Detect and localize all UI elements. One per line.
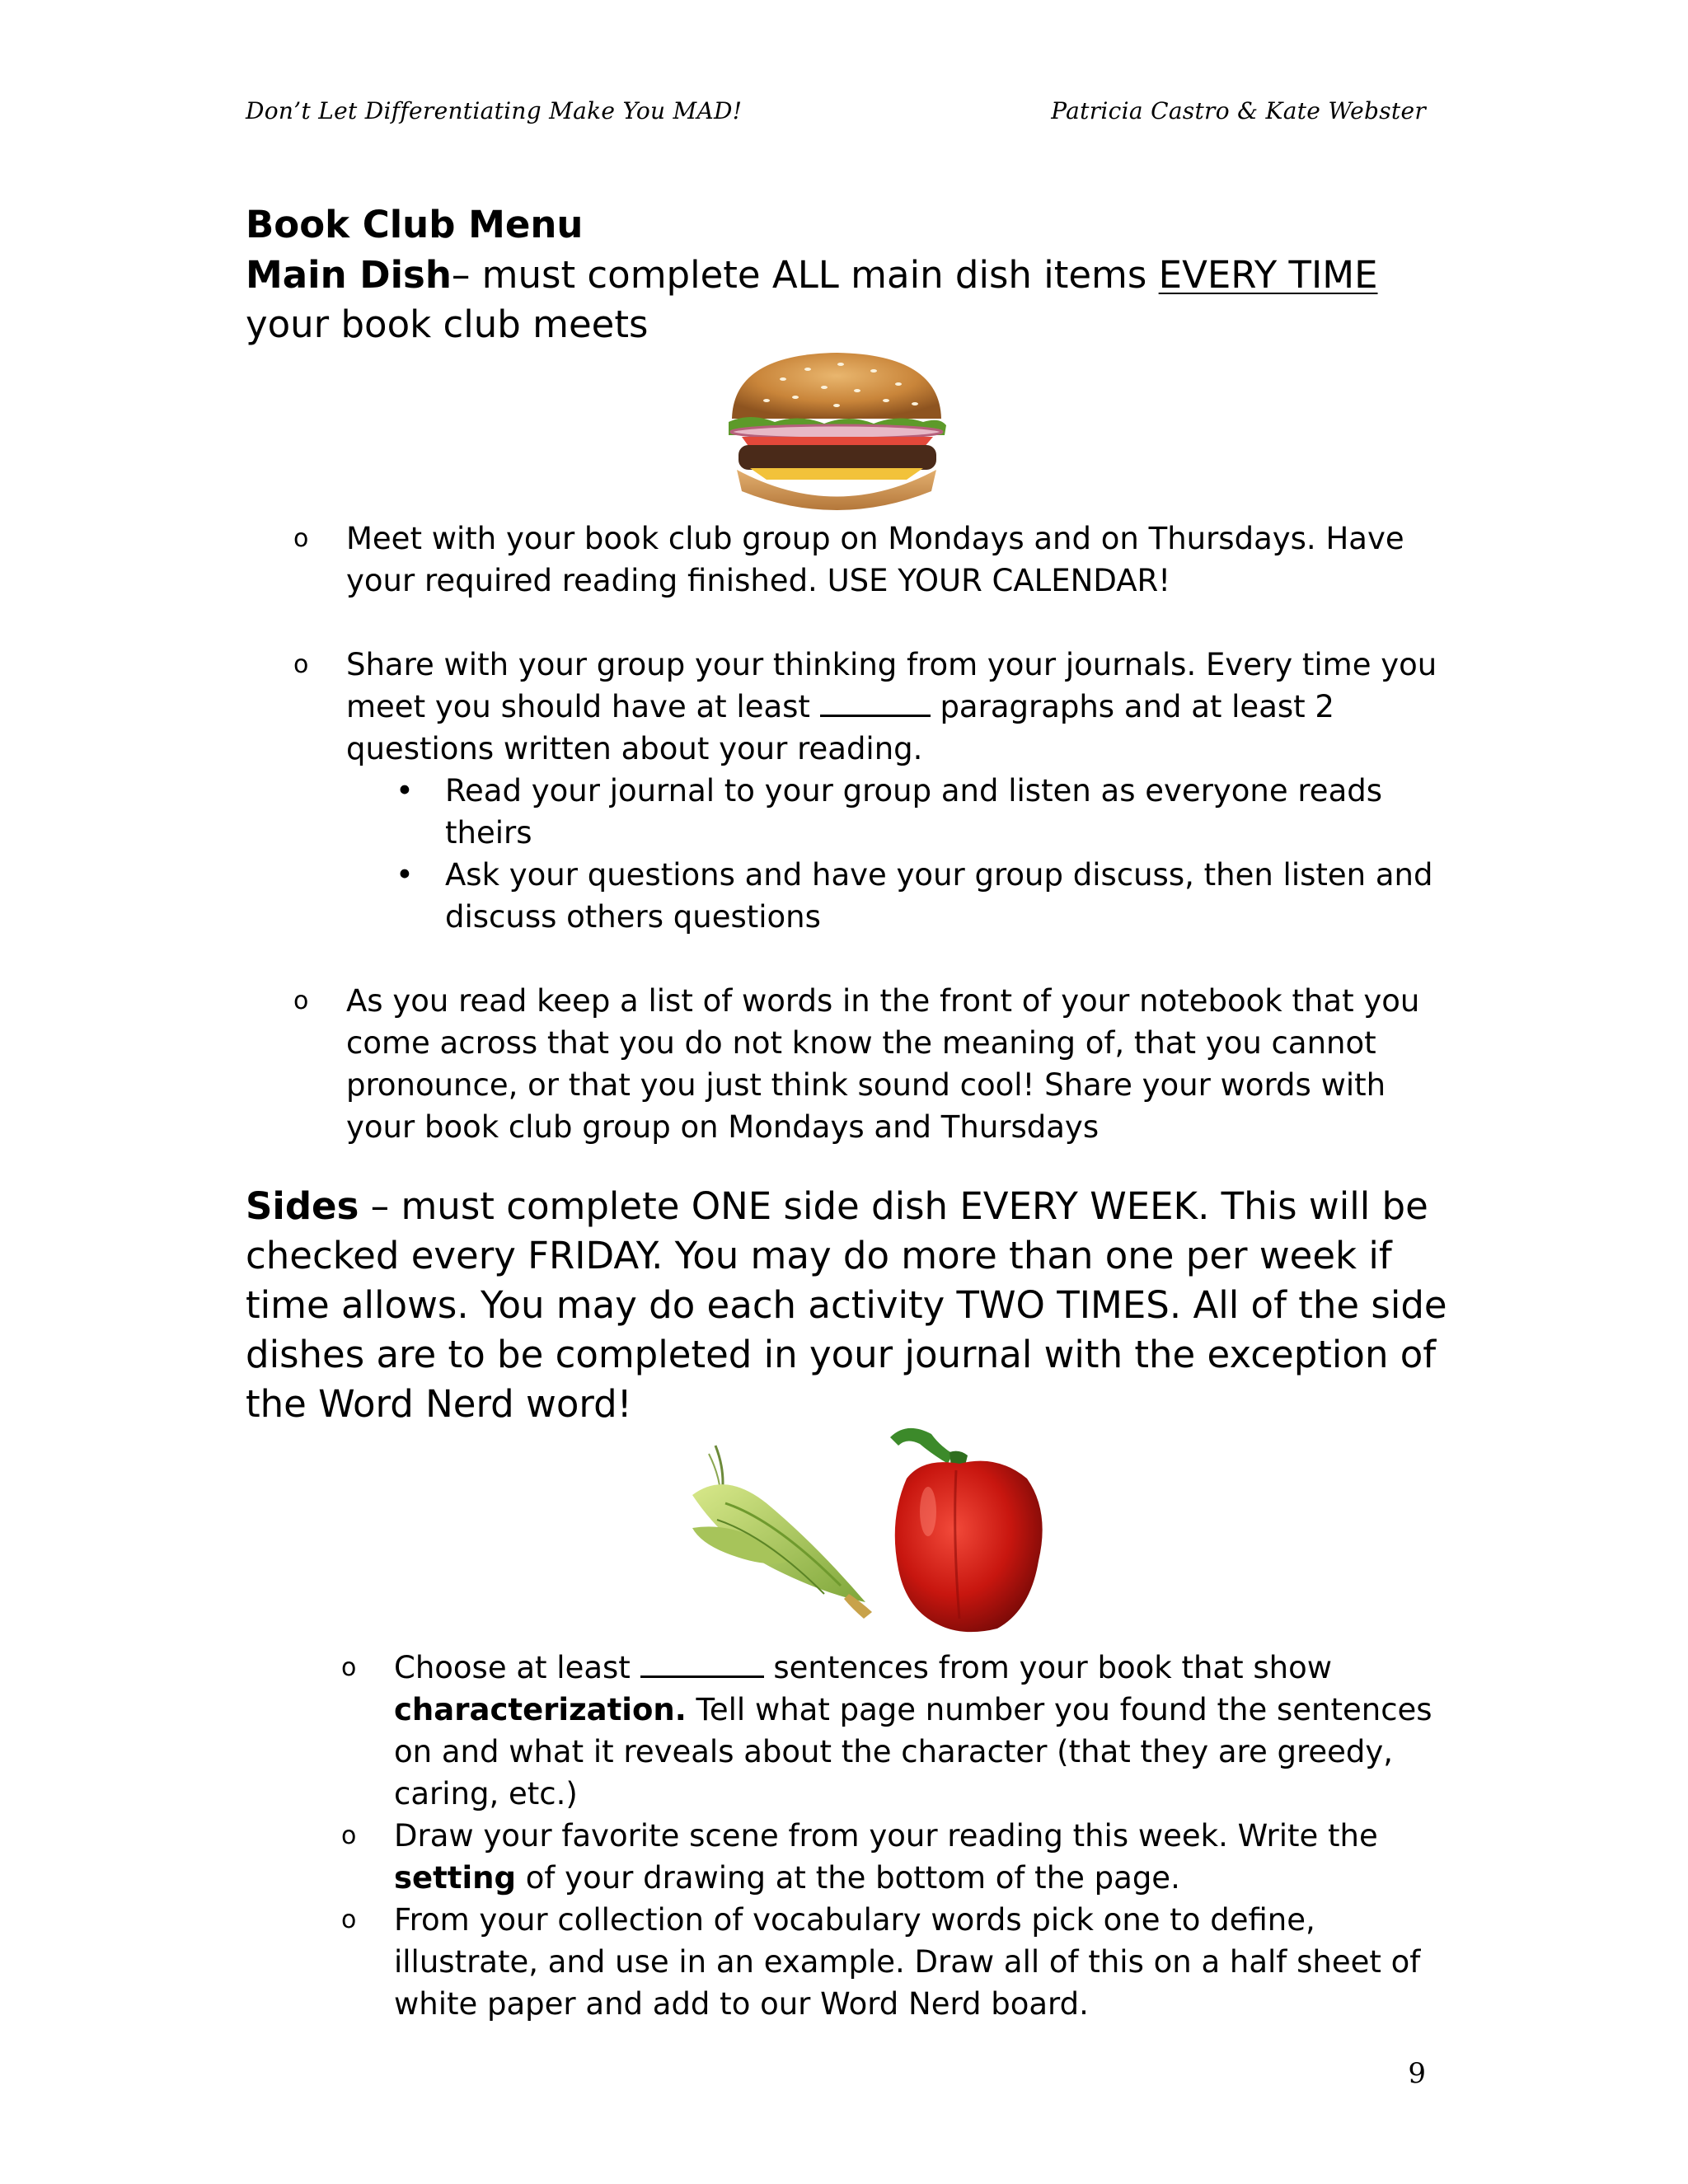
list-bullet: o [341, 1653, 357, 1682]
header-book-title: Don’t Let Differentiating Make You MAD! [246, 97, 743, 124]
sub-list-item [346, 854, 1447, 938]
main-dish-list [293, 518, 1447, 1148]
item-text: As you read keep a list of words in the front of your notebook that you come across that you do not know the meaning of, that you cannot pronounce, or that you just think sound cool! Share your words with your book club group on Mondays and Thursdays [346, 983, 1420, 1145]
list-bullet: o [293, 987, 309, 1015]
main-dish-intro [246, 251, 1449, 349]
list-item [293, 644, 1447, 938]
corn-image [676, 1437, 890, 1627]
characterization-term: characterization. [394, 1692, 687, 1727]
item-text: Draw your favorite scene from your reading this week. Write the [394, 1818, 1378, 1854]
item-text: Tell what page number you found the sentences on and what it reveals about the character (that they are greedy, caring, etc.) [394, 1692, 1432, 1811]
setting-term: setting [394, 1860, 516, 1896]
sub-bullet: • [396, 857, 414, 893]
item-text: of your drawing at the bottom of the page. [516, 1860, 1180, 1896]
item-text: Share with your group your thinking from your journals. Every time you meet you should have at least [346, 647, 1437, 724]
item-text: From your collection of vocabulary words pick one to define, illustrate, and use in an example. Draw all of this on a half sheet of white paper and add to our Word Nerd board. [394, 1902, 1421, 2022]
fill-in-blank [820, 690, 931, 717]
header-authors: Patricia Castro & Kate Webster [1051, 97, 1426, 124]
item-text: sentences from your book that show [763, 1650, 1332, 1685]
list-bullet: o [341, 1821, 357, 1850]
sub-list-item [346, 770, 1447, 854]
sub-list [346, 770, 1447, 938]
sub-item-text: Ask your questions and have your group discuss, then listen and discuss others questions [445, 857, 1433, 935]
page-number: 9 [1408, 2057, 1426, 2090]
list-item [341, 1899, 1446, 2025]
page-title: Book Club Menu [246, 203, 584, 246]
red-pepper-image [874, 1421, 1050, 1637]
list-item [293, 518, 1447, 602]
main-dish-label: Main Dish [246, 253, 452, 297]
list-bullet: o [341, 1905, 357, 1934]
sides-list [341, 1647, 1446, 2025]
item-text: paragraphs and at least 2 questions written about your reading. [346, 689, 1334, 766]
main-dish-text-b: your book club meets [246, 302, 649, 346]
item-text: Meet with your book club group on Mondays and on Thursdays. Have your required reading finished. USE YOUR CALENDAR! [346, 521, 1404, 598]
sides-intro [246, 1182, 1449, 1429]
every-time-underlined: EVERY TIME [1158, 253, 1378, 297]
fill-in-blank [640, 1651, 764, 1678]
list-item [341, 1815, 1446, 1899]
list-bullet: o [293, 524, 309, 553]
hamburger-image [717, 346, 956, 518]
item-text: Choose at least [394, 1650, 640, 1685]
sub-item-text: Read your journal to your group and listen as everyone reads theirs [445, 773, 1383, 851]
list-item [341, 1647, 1446, 1815]
list-item [293, 980, 1447, 1148]
sub-bullet: • [396, 773, 414, 808]
sides-text: – must complete ONE side dish EVERY WEEK. This will be checked every FRIDAY. You may do more than one per week if time allows. You may do each activity TWO TIMES. All of the side dishes are to be completed in your journal with the exception of the Word Nerd word! [246, 1184, 1447, 1426]
sides-label: Sides [246, 1184, 359, 1228]
list-bullet: o [293, 650, 309, 679]
main-dish-text-a: – must complete ALL main dish items [451, 253, 1159, 297]
